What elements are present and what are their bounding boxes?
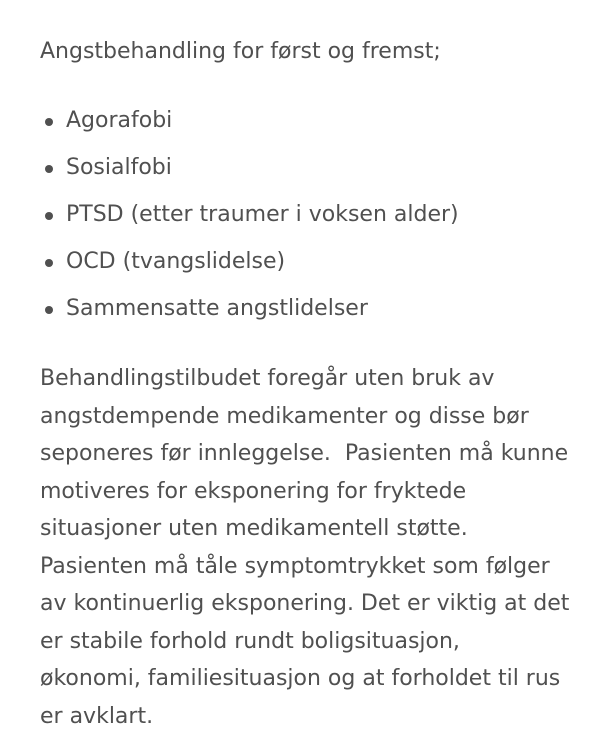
treatment-paragraph bbox=[40, 360, 580, 735]
intro-text: Angstbehandling for først og fremst; bbox=[40, 39, 441, 64]
list-item-label: Sosialfobi bbox=[66, 155, 172, 180]
list-item-label: Agorafobi bbox=[66, 108, 173, 133]
bullet-icon bbox=[45, 259, 53, 267]
paragraph-line: motiveres for eksponering for fryktede bbox=[40, 478, 467, 504]
list-item-label: PTSD (etter traumer i voksen alder) bbox=[66, 202, 459, 227]
paragraph-line: situasjoner uten medikamentell støtte. bbox=[40, 516, 468, 541]
condition-list bbox=[40, 105, 459, 340]
list-item-label: OCD (tvangslidelse) bbox=[66, 249, 286, 274]
bullet-icon bbox=[45, 165, 53, 173]
bullet-icon bbox=[45, 118, 53, 126]
bullet-icon bbox=[45, 306, 53, 314]
list-item bbox=[40, 152, 459, 199]
paragraph-line: Pasienten må tåle symptomtrykket som følger bbox=[40, 553, 550, 579]
paragraph-line: angstdempende medikamenter og disse bør bbox=[40, 403, 529, 429]
list-item bbox=[40, 199, 459, 246]
list-item bbox=[40, 246, 459, 293]
paragraph-line: er avklart. bbox=[40, 703, 154, 729]
bullet-icon bbox=[45, 212, 53, 220]
list-item-label: Sammensatte angstlidelser bbox=[66, 296, 368, 321]
paragraph-line: Behandlingstilbudet foregår uten bruk av bbox=[40, 366, 495, 391]
paragraph-line: er stabile forhold rundt boligsituasjon, bbox=[40, 628, 460, 654]
list-item bbox=[40, 105, 459, 152]
paragraph-line: økonomi, familiesituasjon og at forholdet til rus bbox=[40, 666, 561, 691]
paragraph-line: av kontinuerlig eksponering. Det er viktig at det bbox=[40, 591, 570, 616]
list-item bbox=[40, 293, 459, 340]
paragraph-line: seponeres før innleggelse. Pasienten må kunne bbox=[40, 441, 569, 466]
